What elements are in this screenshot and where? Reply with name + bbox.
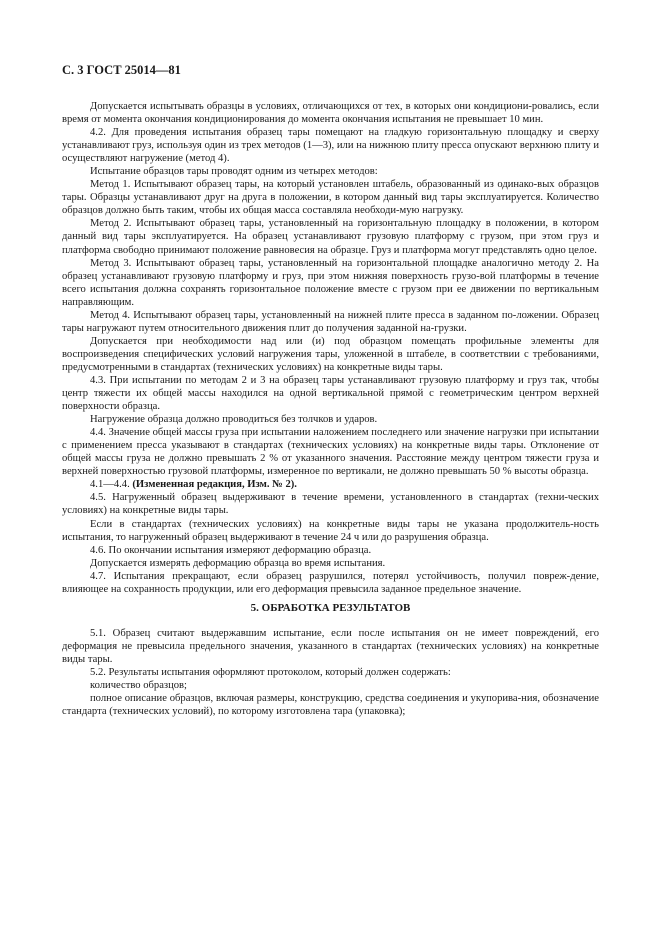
paragraph: Нагружение образца должно проводиться без толчков и ударов. xyxy=(90,414,378,426)
paragraph: 5.2. Результаты испытания оформляют протоколом, который должен содержать: xyxy=(90,666,451,678)
paragraph: 4.5. Нагруженный образец выдерживают в течение времени, установленного в стандартах (техни-ческих условиях) на конкретные виды тары. xyxy=(62,492,599,517)
paragraph: Если в стандартах (технических условиях) на конкретные виды тары не указана продолжитель-ность испытания, то нагруженный образец выдерживают в течение 24 ч или до разрушения образца. xyxy=(62,518,599,543)
paragraph: Допускается при необходимости над или (и) под образцом помещать профильные элементы для воспроизведения специфических условий нагружения тары, уложенной в штабеле, в соответствии с требованиями, предусмотренными в стандартах (технических условиях) на конкретные виды тары. xyxy=(62,335,599,373)
amendment-bold: (Измененная редакция, Изм. № 2). xyxy=(132,479,297,491)
paragraph: количество образцов; xyxy=(90,680,188,692)
paragraph: 4.3. При испытании по методам 2 и 3 на образец тары устанавливают грузовую платформу и груз так, чтобы центр тяжести их общей массы находился на одной вертикальной прямой с геометрическим центром верхней поверхности образца. xyxy=(62,374,599,413)
page-header: С. 3 ГОСТ 25014—81 xyxy=(62,63,181,77)
paragraph: полное описание образцов, включая размеры, конструкцию, средства соединения и укупорива-ния, обозначение стандарта (технических условий), по которому изготовлена тара (упаковка); xyxy=(62,693,599,718)
paragraph: Метод 2. Испытывают образец тары, установленный на горизонтальную площадку в положении, в котором данный вид тары эксплуатируется. На образец устанавливают грузовую платформу с грузом, при этом груз и платформа свободно принимают положение равновесия на образце. Груз и платформа могут представлять одно целое. xyxy=(62,218,599,256)
paragraph: Метод 1. Испытывают образец тары, на который установлен штабель, образованный из одинако-вых образцов тары. Образцы устанавливают друг на друга в положении, в котором данный вид тары эксплуатируется. Количество образцов должно быть таким, чтобы их общая масса составляла необходи-мую нагрузку. xyxy=(62,179,599,217)
paragraph: 4.2. Для проведения испытания образец тары помещают на гладкую горизонтальную площадку и сверху устанавливают груз, используя один из трех методов (1—3), или на нижнюю плиту пресса опускают верхнюю плиту и осуществляют нагружение (метод 4). xyxy=(62,127,599,165)
document-page xyxy=(62,63,599,718)
paragraph: 5.1. Образец считают выдержавшим испытание, если после испытания он не имеет повреждений, его деформация не превысила предельного значения, указанного в стандартах (технических условиях) на конкретные виды тары. xyxy=(62,627,599,665)
paragraph: 4.6. По окончании испытания измеряют деформацию образца. xyxy=(90,544,372,556)
paragraph: Допускается измерять деформацию образца во время испытания. xyxy=(90,557,386,569)
amendment-note xyxy=(62,478,599,491)
paragraph: Метод 3. Испытывают образец тары, установленный на горизонтальной площадке аналогично методу 2. На образец устанавливают грузовую платформу и груз, при этом нижняя поверхность грузо-вой платформы в течение всего испытания должна сохранять горизонтальное положение вместе с грузом при ее движении по вертикальным направляющим. xyxy=(62,257,599,308)
paragraph: 4.4. Значение общей массы груза при испытании наложением последнего или значение нагрузки при испытании с применением пресса указывают в стандартах (технических условиях) на конкретные виды тары. Отклонение от общей массы груза не должно превышать 2 % от указанного значения. Расстояние между центром тяжести груза и верхней поверхностью грузовой платформы, измеренное по вертикали, не должно превышать 50 % высоты образца. xyxy=(62,427,599,478)
paragraph: 4.7. Испытания прекращают, если образец разрушился, потерял устойчивость, получил повреж-дение, влияющее на сохранность продукции, или его деформация превысила заданное предельное значение. xyxy=(62,570,599,595)
section-title: 5. ОБРАБОТКА РЕЗУЛЬТАТОВ xyxy=(250,601,411,614)
paragraph: Испытание образцов тары проводят одним из четырех методов: xyxy=(90,166,378,178)
paragraph: Допускается испытывать образцы в условиях, отличающихся от тех, в которых они кондициони-ровались, если время от момента окончания кондиционирования до момента окончания испытания не превышает 10 мин. xyxy=(62,101,599,126)
paragraph: Метод 4. Испытывают образец тары, установленный на нижней плите пресса в заданном по-ложении. Образец тары нагружают путем относительного движения плит до получения заданной на-грузки. xyxy=(62,309,599,334)
amendment-prefix: 4.1—4.4. xyxy=(90,479,133,491)
